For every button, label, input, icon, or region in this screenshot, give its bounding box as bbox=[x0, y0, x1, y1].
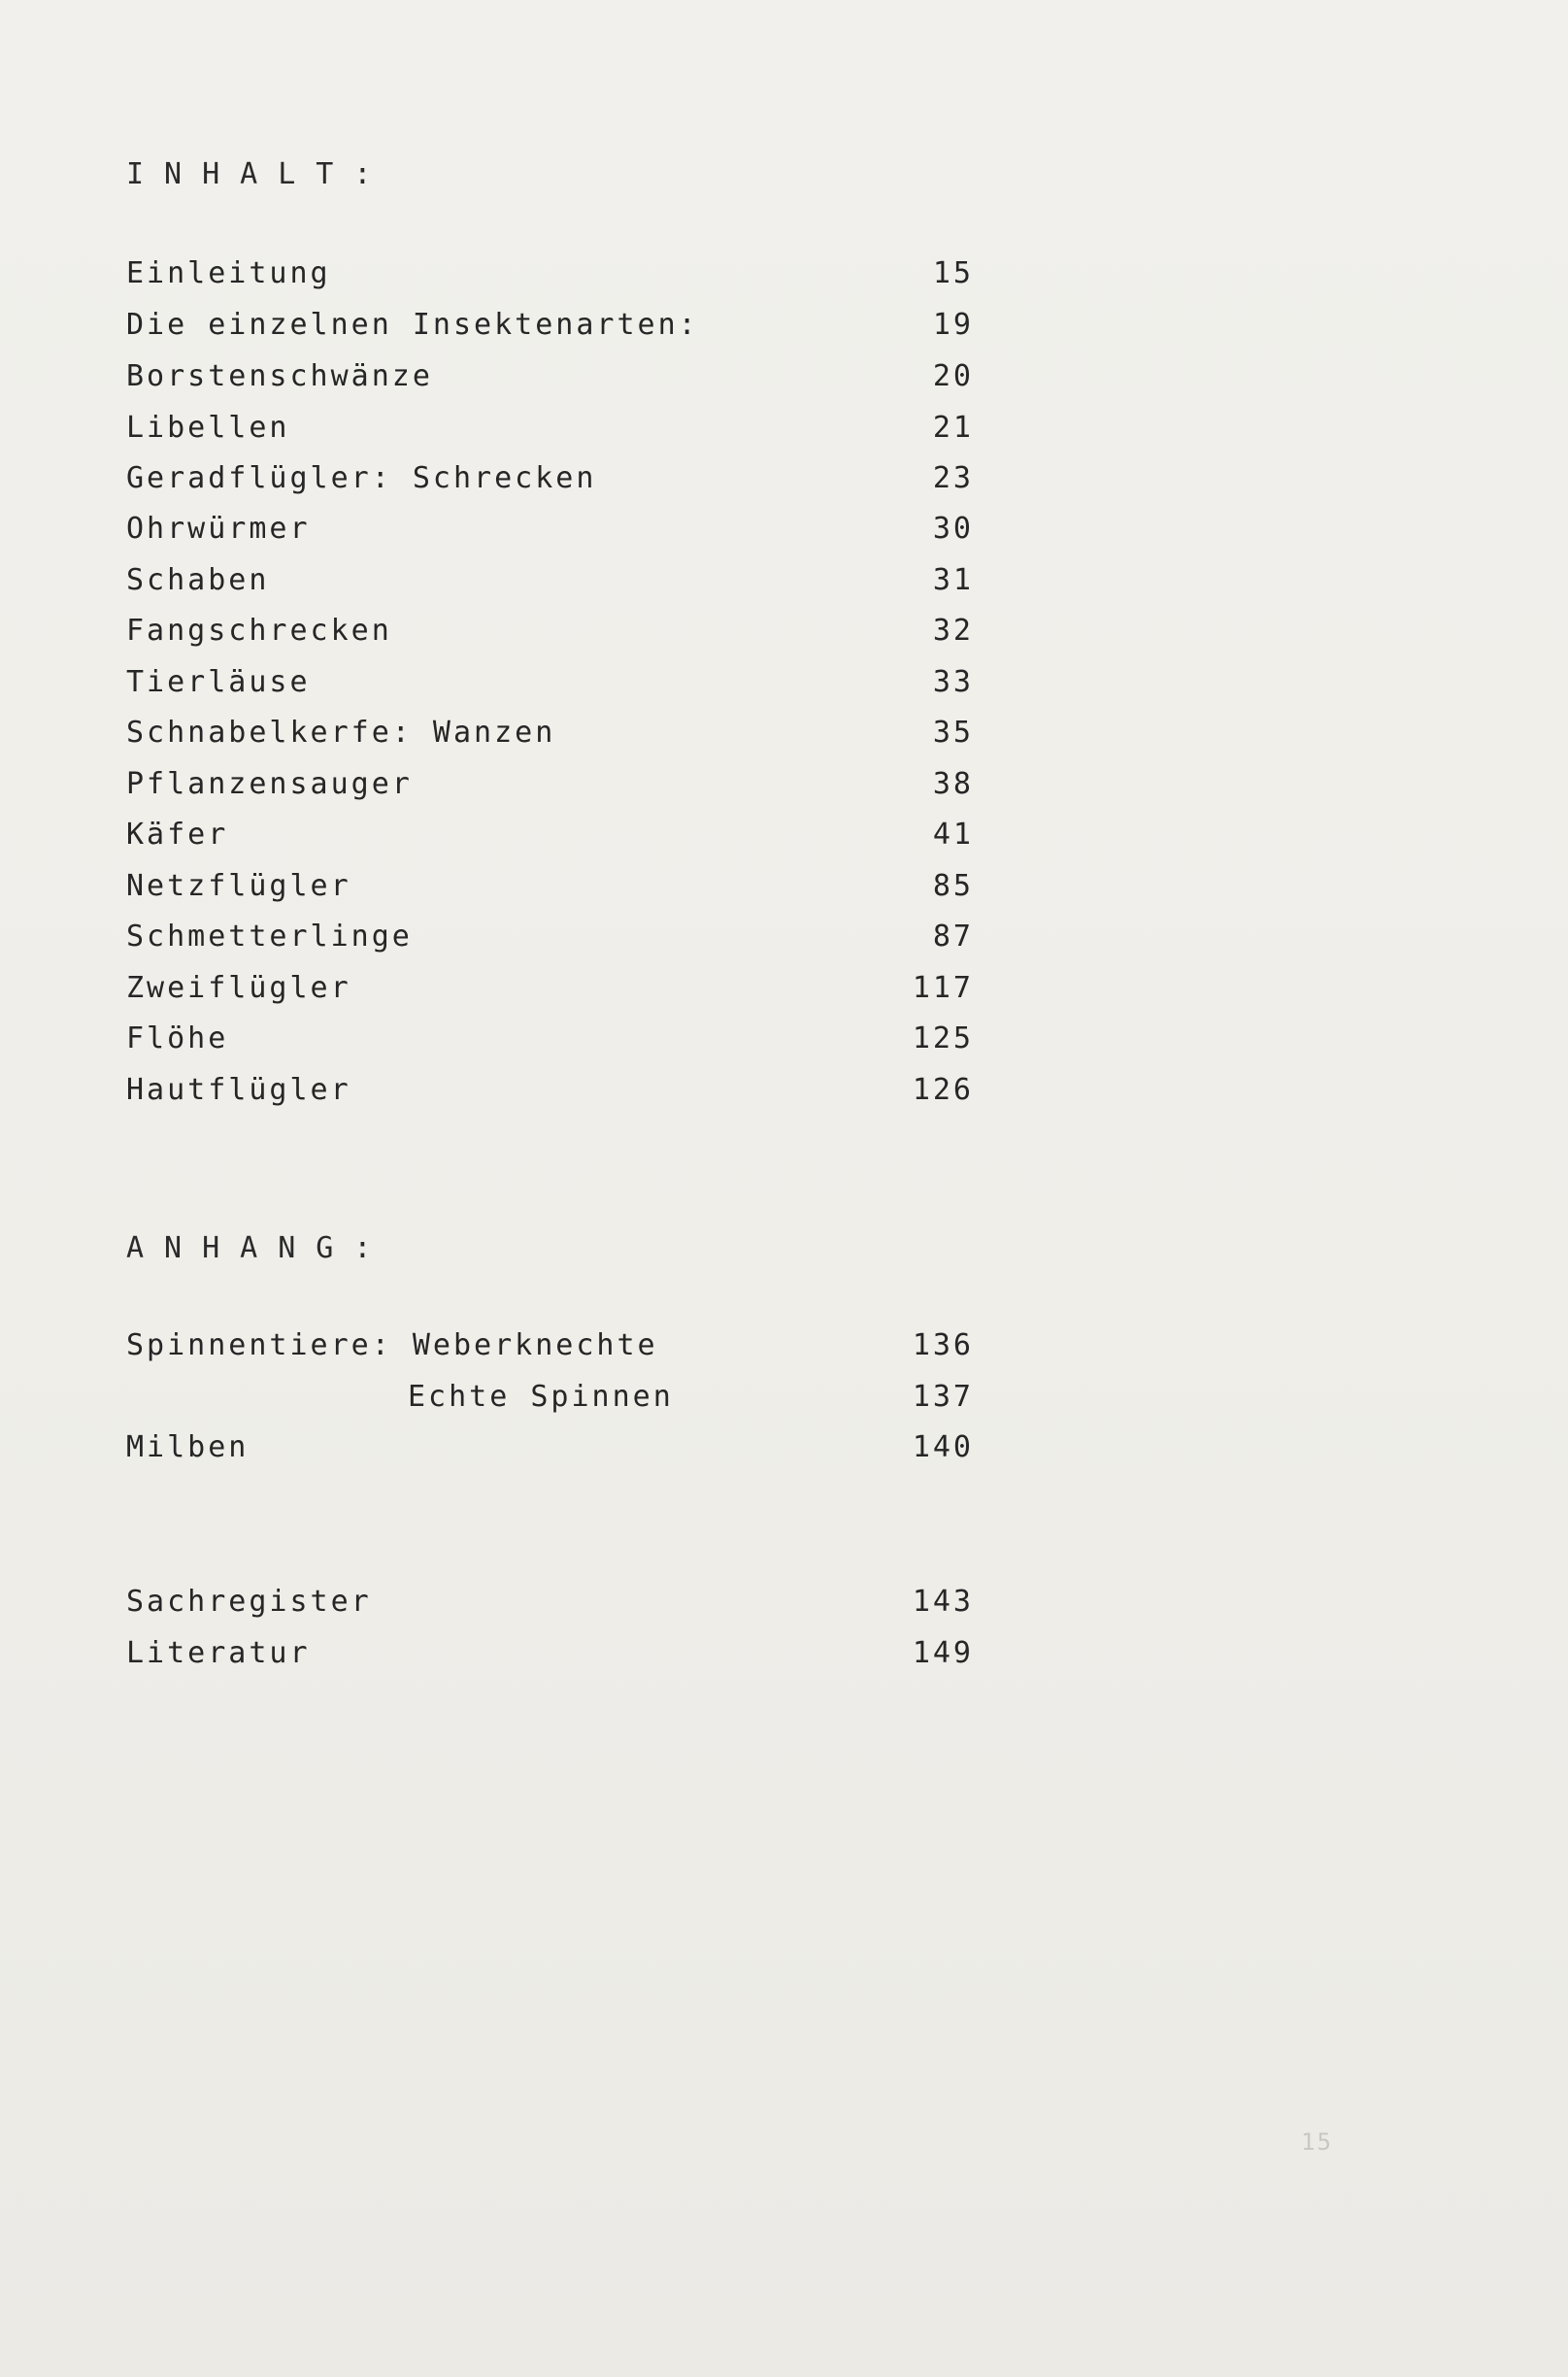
toc-entry-label: Ohrwürmer bbox=[126, 512, 311, 546]
toc-heading: INHALT: bbox=[126, 157, 392, 191]
appendix-entry-label: Spinnentiere: Weberknechte bbox=[126, 1328, 658, 1362]
toc-entry-label: Schnabelkerfe: Wanzen bbox=[126, 716, 556, 750]
toc-entry-label: Schmetterlinge bbox=[126, 920, 413, 954]
toc-entry bbox=[0, 461, 1568, 508]
toc-entry-page: 117 bbox=[912, 971, 974, 1005]
toc-entry-page: 35 bbox=[932, 716, 974, 750]
toc-entry-label: Einleitung bbox=[126, 256, 331, 290]
toc-entry bbox=[0, 818, 1568, 864]
toc-entry-page: 33 bbox=[932, 665, 974, 699]
appendix-entry bbox=[0, 1380, 1568, 1426]
toc-entry bbox=[0, 256, 1568, 303]
page-number: 15 bbox=[1301, 2128, 1333, 2156]
appendix-entry-page: 137 bbox=[912, 1380, 974, 1414]
toc-entry-label: Hautflügler bbox=[126, 1073, 351, 1107]
toc-entry-page: 31 bbox=[932, 563, 974, 597]
toc-entry bbox=[0, 1021, 1568, 1068]
toc-entry-page: 125 bbox=[912, 1021, 974, 1055]
appendix-entry bbox=[0, 1328, 1568, 1375]
toc-entry-page: 20 bbox=[932, 359, 974, 393]
toc-entry-label: Libellen bbox=[126, 411, 290, 445]
toc-entry-label: Zweiflügler bbox=[126, 971, 351, 1005]
toc-entry bbox=[0, 716, 1568, 762]
toc-entry-label: Schaben bbox=[126, 563, 270, 597]
toc-entry bbox=[0, 767, 1568, 814]
toc-entry-label: Borstenschwänze bbox=[126, 359, 433, 393]
appendix-entry-label: Sachregister bbox=[126, 1585, 372, 1619]
toc-entry bbox=[0, 869, 1568, 916]
toc-entry bbox=[0, 563, 1568, 610]
appendix-entry-label: Literatur bbox=[126, 1636, 311, 1670]
appendix-entry bbox=[0, 1430, 1568, 1477]
appendix-entry-page: 143 bbox=[912, 1585, 974, 1619]
toc-entry bbox=[0, 411, 1568, 457]
appendix-entry bbox=[0, 1585, 1568, 1631]
appendix-entry-page: 149 bbox=[912, 1636, 974, 1670]
toc-entry-page: 30 bbox=[932, 512, 974, 546]
toc-entry-page: 126 bbox=[912, 1073, 974, 1107]
appendix-entry-label: Echte Spinnen bbox=[408, 1380, 674, 1414]
appendix-entry-label: Milben bbox=[126, 1430, 250, 1464]
appendix-entry bbox=[0, 1636, 1568, 1683]
toc-entry-page: 21 bbox=[932, 411, 974, 445]
toc-entry bbox=[0, 665, 1568, 712]
toc-entry-page: 87 bbox=[932, 920, 974, 954]
toc-entry bbox=[0, 920, 1568, 966]
toc-entry-label: Pflanzensauger bbox=[126, 767, 413, 801]
toc-entry-label: Flöhe bbox=[126, 1021, 229, 1055]
toc-entry-label: Käfer bbox=[126, 818, 229, 852]
toc-entry bbox=[0, 614, 1568, 660]
toc-entry-page: 41 bbox=[932, 818, 974, 852]
toc-entry-page: 85 bbox=[932, 869, 974, 903]
toc-entry-page: 32 bbox=[932, 614, 974, 648]
toc-entry bbox=[0, 308, 1568, 354]
toc-entry-page: 38 bbox=[932, 767, 974, 801]
toc-entry-page: 15 bbox=[932, 256, 974, 290]
toc-entry-label: Netzflügler bbox=[126, 869, 351, 903]
appendix-heading: ANHANG: bbox=[126, 1231, 392, 1265]
toc-entry bbox=[0, 971, 1568, 1018]
appendix-entry-page: 140 bbox=[912, 1430, 974, 1464]
toc-entry-label: Tierläuse bbox=[126, 665, 311, 699]
toc-entry bbox=[0, 512, 1568, 558]
toc-entry bbox=[0, 1073, 1568, 1120]
toc-entry-label: Die einzelnen Insektenarten: bbox=[126, 308, 699, 342]
toc-entry bbox=[0, 359, 1568, 406]
appendix-entry-page: 136 bbox=[912, 1328, 974, 1362]
toc-entry-label: Geradflügler: Schrecken bbox=[126, 461, 597, 495]
toc-entry-label: Fangschrecken bbox=[126, 614, 392, 648]
toc-entry-page: 23 bbox=[932, 461, 974, 495]
toc-entry-page: 19 bbox=[932, 308, 974, 342]
